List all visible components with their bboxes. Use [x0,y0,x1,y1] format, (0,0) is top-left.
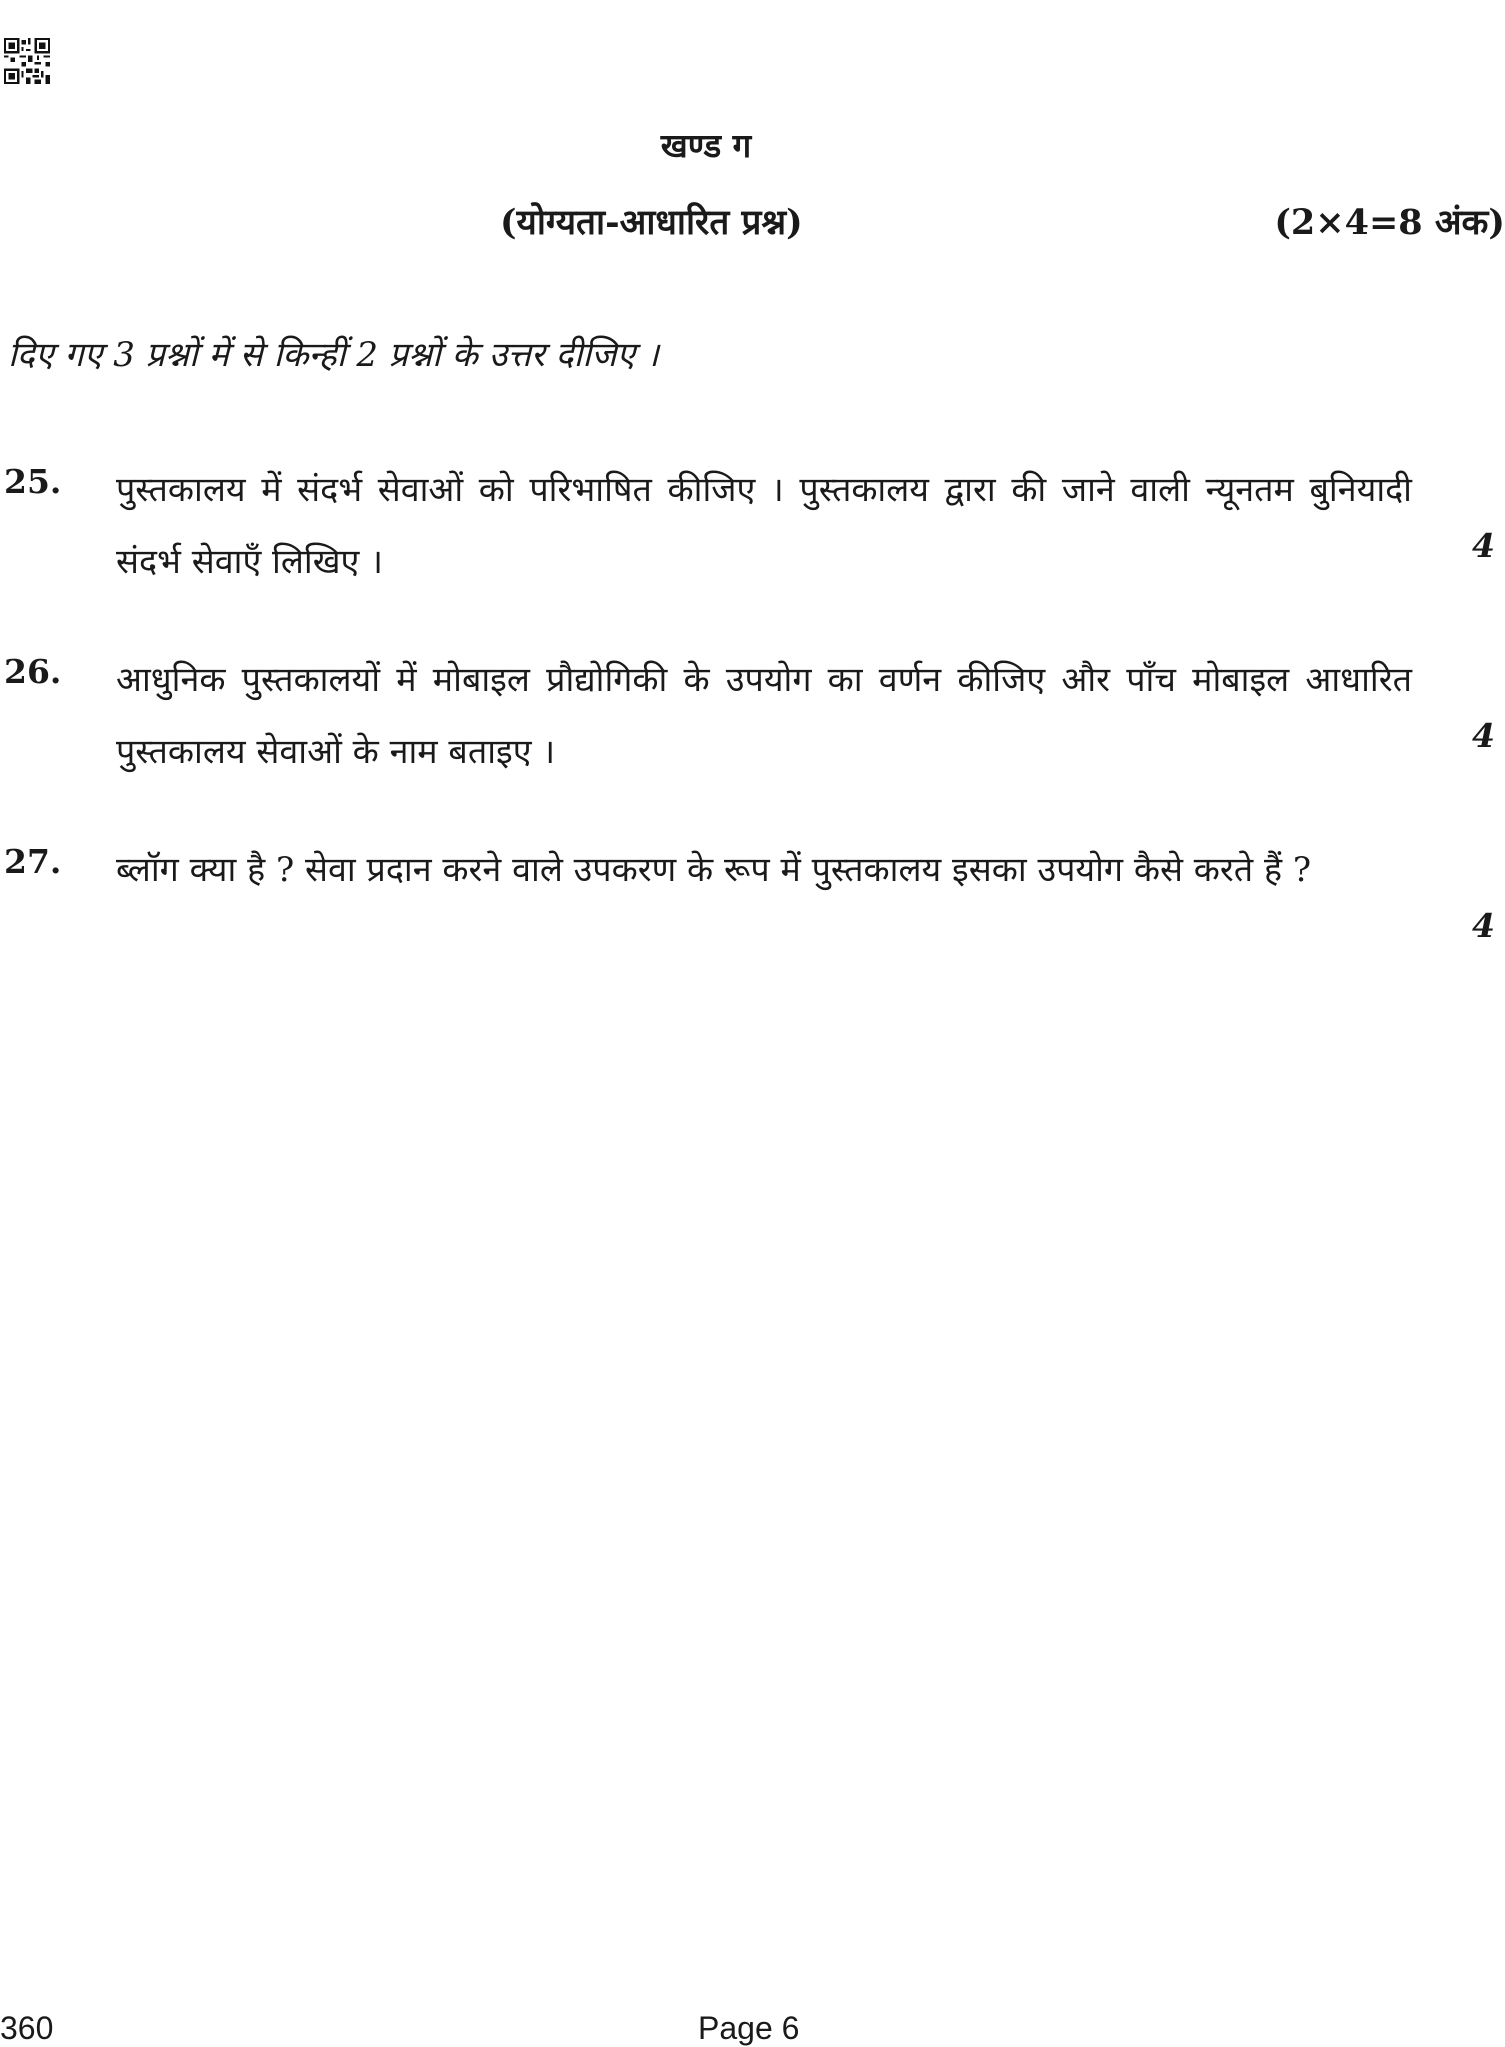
paper-code: 360 [0,2010,54,2046]
question-number: 26. [4,652,62,691]
question-marks: 4 [1472,716,1495,755]
question-text: पुस्तकालय में संदर्भ सेवाओं को परिभाषित कीजिए । पुस्तकालय द्वारा की जाने वाली न्यूनतम बुनियादी संदर्भ सेवाएँ लिखिए । [116,470,1412,582]
section-marks: (2×4=8 अंक) [1274,202,1505,243]
question-number: 27. [4,842,62,881]
question-marks: 4 [1472,526,1495,565]
qr-code-icon [4,38,50,84]
question-text: ब्लॉग क्या है ? सेवा प्रदान करने वाले उपकरण के रूप में पुस्तकालय इसका उपयोग कैसे करते हैं ? [116,850,1312,890]
question-text: आधुनिक पुस्तकालयों में मोबाइल प्रौद्योगिकी के उपयोग का वर्णन कीजिए और पाँच मोबाइल आधारित पुस्तकालय सेवाओं के नाम बताइए । [116,660,1412,772]
question-number: 25. [4,462,62,501]
section-title: खण्ड ग [660,126,752,165]
instruction-text: दिए गए 3 प्रश्नों में से किन्हीं 2 प्रश्नों के उत्तर दीजिए । [8,335,659,375]
question-marks: 4 [1472,906,1495,945]
page-number: Page 6 [698,2010,800,2046]
section-subtitle: (योग्यता-आधारित प्रश्न) [500,202,803,243]
